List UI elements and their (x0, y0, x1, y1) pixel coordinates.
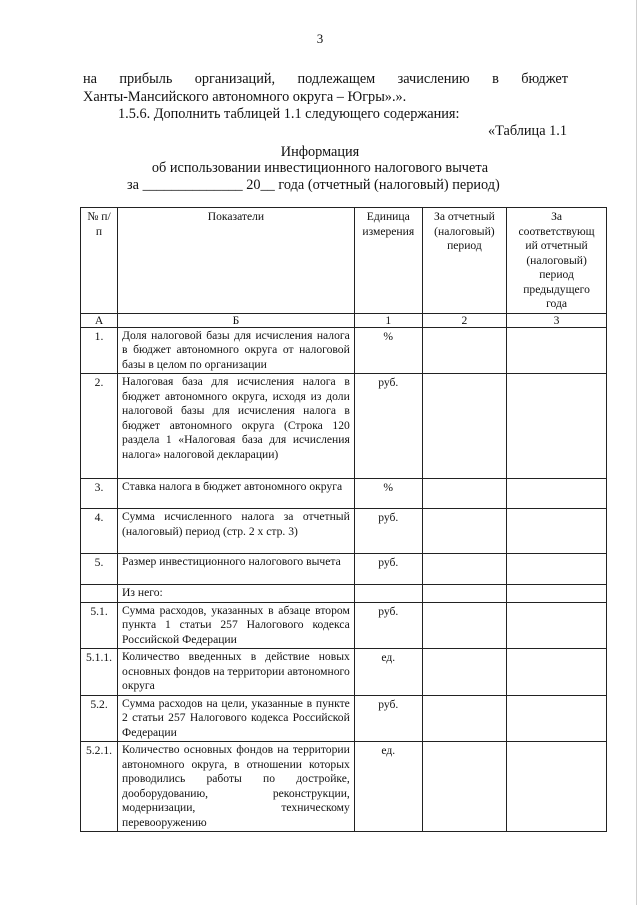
row-indicator: Сумма расходов на цели, указанные в пункте 2 статьи 257 Налогового кодекса Российской Федерации (118, 695, 355, 742)
row-previous-value (507, 327, 607, 374)
intro-line-1: на прибыль организаций, подлежащем зачислению в бюджет (83, 71, 568, 87)
row-unit: руб. (354, 374, 422, 479)
document-subtitle: об использовании инвестиционного налогового вычета (151, 160, 489, 176)
row-unit: % (354, 327, 422, 374)
table-row (81, 374, 607, 479)
header-text-line: ий отчетный (525, 239, 588, 252)
table-row (81, 602, 607, 649)
row-previous-value (507, 602, 607, 649)
row-number: 5.2.1. (81, 742, 118, 832)
row-unit: руб. (354, 602, 422, 649)
header-text-line: период (539, 268, 574, 281)
row-number: 4. (81, 509, 118, 554)
column-letter: А (81, 313, 118, 327)
row-current-value (422, 479, 506, 509)
row-number (81, 585, 118, 603)
header-text-line: измерения (362, 224, 415, 238)
row-unit: % (354, 479, 422, 509)
column-letter: 1 (354, 313, 422, 327)
table-row (81, 327, 607, 374)
row-number: 3. (81, 479, 118, 509)
row-indicator: Количество основных фондов на территории автономного округа, в отношении которых проводились работы по достройке, дооборудованию, реконструкции, модернизации, техническому перевооружению (118, 742, 355, 832)
table-body (81, 327, 607, 832)
table-row (81, 585, 607, 603)
column-letter: 3 (507, 313, 607, 327)
table-row (81, 554, 607, 585)
table-header-row (81, 208, 607, 314)
table-row (81, 742, 607, 832)
row-current-value (422, 649, 506, 696)
period-line: за ______________ 20__ года (отчетный (налоговый) период) (127, 177, 500, 193)
row-current-value (422, 695, 506, 742)
row-indicator: Количество введенных в действие новых основных фондов на территории автономного округа (118, 649, 355, 696)
row-previous-value (507, 509, 607, 554)
table-row (81, 479, 607, 509)
header-indicators (118, 208, 355, 314)
document-title: Информация (280, 144, 360, 160)
column-letter: 2 (422, 313, 506, 327)
intro-line-2: Ханты-Мансийского автономного округа – Югры».». (83, 89, 407, 105)
row-current-value (422, 554, 506, 585)
row-indicator: Сумма расходов, указанных в абзаце втором пункта 1 статьи 257 Налогового кодекса Российской Федерации (118, 602, 355, 649)
table-caption: «Таблица 1.1 (487, 123, 567, 139)
header-text-line: За отчетный (434, 210, 495, 223)
table-row (81, 509, 607, 554)
row-indicator: Сумма исчисленного налога за отчетный (налоговый) период (стр. 2 х стр. 3) (118, 509, 355, 554)
row-unit: руб. (354, 554, 422, 585)
row-current-value (422, 509, 506, 554)
header-text-line: № п/п (87, 210, 111, 238)
table-row (81, 649, 607, 696)
row-unit (354, 585, 422, 603)
page-edge (636, 0, 637, 905)
header-number (81, 208, 118, 314)
row-previous-value (507, 374, 607, 479)
row-previous-value (507, 649, 607, 696)
row-previous-value (507, 479, 607, 509)
row-current-value (422, 327, 506, 374)
row-unit: ед. (354, 649, 422, 696)
page-number: 3 (316, 31, 324, 46)
header-text-line: (налоговый) (526, 253, 587, 267)
row-current-value (422, 585, 506, 603)
row-previous-value (507, 585, 607, 603)
deduction-table (80, 207, 607, 832)
header-text-line: Показатели (207, 210, 265, 223)
row-indicator: Доля налоговой базы для исчисления налога в бюджет автономного округа от налоговой базы в целом по организации (118, 327, 355, 374)
row-number: 5. (81, 554, 118, 585)
row-current-value (422, 742, 506, 832)
header-text-line: года (546, 297, 568, 310)
intro-line-3: 1.5.6. Дополнить таблицей 1.1 следующего содержания: (118, 106, 460, 122)
column-letter: Б (118, 313, 355, 327)
header-text-line: предыдущего (523, 282, 590, 296)
row-number: 5.2. (81, 695, 118, 742)
row-indicator: Налоговая база для исчисления налога в бюджет автономного округа, исходя из доли налоговой базы для исчисления налога в бюджет автономного округа (Строка 120 раздела 1 «Налоговая база для исчисления налога» налоговой декларации) (118, 374, 355, 479)
header-current-period (422, 208, 506, 314)
row-unit: руб. (354, 695, 422, 742)
header-text-line: период (447, 239, 482, 252)
row-number: 5.1.1. (81, 649, 118, 696)
header-unit (354, 208, 422, 314)
header-text-line: Единица (366, 210, 410, 223)
row-previous-value (507, 554, 607, 585)
table-row (81, 695, 607, 742)
table-column-letters-row (81, 313, 607, 327)
row-indicator: Размер инвестиционного налогового вычета (118, 554, 355, 585)
header-previous-period (507, 208, 607, 314)
row-previous-value (507, 695, 607, 742)
row-number: 2. (81, 374, 118, 479)
row-unit: ед. (354, 742, 422, 832)
row-previous-value (507, 742, 607, 832)
header-text-line: За (551, 210, 563, 223)
row-indicator: Из него: (118, 585, 355, 603)
row-indicator: Ставка налога в бюджет автономного округа (118, 479, 355, 509)
row-current-value (422, 602, 506, 649)
header-text-line: соответствующ (518, 224, 595, 238)
header-text-line: (налоговый) (434, 224, 495, 238)
row-number: 5.1. (81, 602, 118, 649)
row-unit: руб. (354, 509, 422, 554)
row-current-value (422, 374, 506, 479)
row-number: 1. (81, 327, 118, 374)
